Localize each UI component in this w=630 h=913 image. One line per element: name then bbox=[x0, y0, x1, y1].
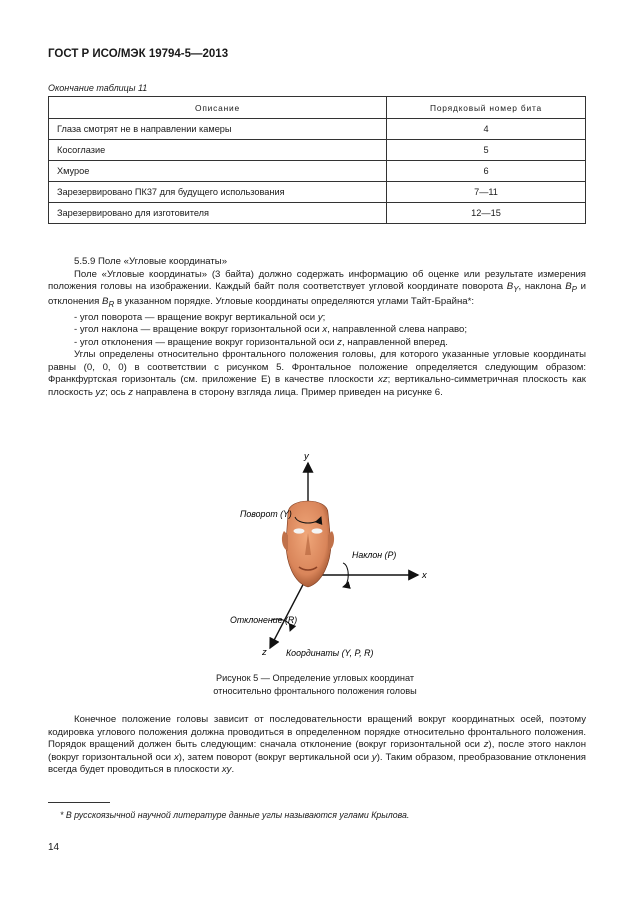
column-header-description: Описание bbox=[49, 97, 387, 119]
paragraph: Поле «Угловые координаты» (3 байта) должно содержать информацию об оценке или результате измерения положения головы на изображении. Каждый байт поля соответствует угловой координате поворота $B_Y$, наклона $B_P$ и отклонения $B_R$ в указанном порядке. Угловые координаты определяются углами Тайт-Брайна*: bbox=[48, 268, 586, 310]
closing-text bbox=[48, 714, 586, 777]
page-number: 14 bbox=[48, 842, 60, 853]
row-bit: 4 bbox=[387, 119, 586, 140]
yaw-label: Поворот (Y) bbox=[240, 509, 292, 519]
table-row bbox=[49, 203, 586, 224]
roll-label: Отклонение (R) bbox=[230, 615, 298, 625]
table-row bbox=[49, 182, 586, 203]
x-axis-label: x bbox=[422, 570, 427, 581]
table-header-row bbox=[49, 97, 586, 119]
paragraph: Конечное положение головы зависит от последовательности вращений вокруг координатных осей, поэтому кодировка углового положения должна проводиться в определенном порядке относительно фронтального положения. Порядок вращений должен быть следующим: сначала отклонение (вокруг горизонтальной оси z), после этого наклон (вокруг горизонтальной оси x), затем поворот (вокруг вертикальной оси y). Таким образом, преобразование отклонения всегда будет проводиться в плоскости xy. bbox=[48, 714, 586, 775]
bit-table bbox=[48, 96, 586, 224]
column-header-bit: Порядковый номер бита bbox=[387, 97, 586, 119]
row-bit: 5 bbox=[387, 140, 586, 161]
section-text bbox=[48, 256, 586, 399]
section-heading: 5.5.9 Поле «Угловые координаты» bbox=[74, 256, 228, 267]
row-description: Глаза смотрят не в направлении камеры bbox=[49, 119, 387, 140]
head-coordinates-figure bbox=[200, 445, 450, 665]
table-caption: Окончание таблицы 11 bbox=[48, 83, 148, 93]
row-bit: 7—11 bbox=[387, 182, 586, 203]
row-description: Косоглазие bbox=[49, 140, 387, 161]
table-row bbox=[49, 140, 586, 161]
row-bit: 12—15 bbox=[387, 203, 586, 224]
table-row bbox=[49, 119, 586, 140]
document-header: ГОСТ Р ИСО/МЭК 19794-5—2013 bbox=[48, 48, 229, 60]
pitch-label: Наклон (P) bbox=[352, 550, 397, 560]
table-row bbox=[49, 161, 586, 182]
list-item: - угол наклона — вращение вокруг горизонтальной оси x, направленной слева направо; bbox=[74, 324, 468, 336]
paragraph: Углы определены относительно фронтального положения головы, для которого указанные угловые координаты равны (0, 0, 0) в соответствии с рисунком 5. Фронтальное положение определяется следующим образом: Франкфуртская горизонталь (см. приложение E) в качестве плоскости xz; вертикально-симметричная плоскость как плоскость yz; ось z направлена в сторону взгляда лица. Пример приведен на рисунке 6. bbox=[48, 349, 587, 398]
figure-caption: Рисунок 5 — Определение угловых координат относительно фронтального положения головы bbox=[213, 673, 417, 696]
z-axis-label: z bbox=[262, 647, 267, 658]
footnote-divider bbox=[48, 802, 110, 803]
row-description: Зарезервировано для изготовителя bbox=[49, 203, 387, 224]
footnote: * В русскоязычной научной литературе данные углы называются углами Крылова. bbox=[60, 810, 410, 820]
z-axis-line bbox=[270, 575, 308, 648]
coordinates-label: Координаты (Y, P, R) bbox=[286, 648, 374, 658]
row-description: Зарезервировано ПК37 для будущего использования bbox=[49, 182, 387, 203]
row-description: Хмурое bbox=[49, 161, 387, 182]
row-bit: 6 bbox=[387, 161, 586, 182]
y-axis-label: y bbox=[304, 451, 309, 462]
list-item: - угол отклонения — вращение вокруг горизонтальной оси z, направленной вперед. bbox=[74, 336, 448, 348]
list-item: - угол поворота — вращение вокруг вертикальной оси y; bbox=[74, 311, 326, 323]
